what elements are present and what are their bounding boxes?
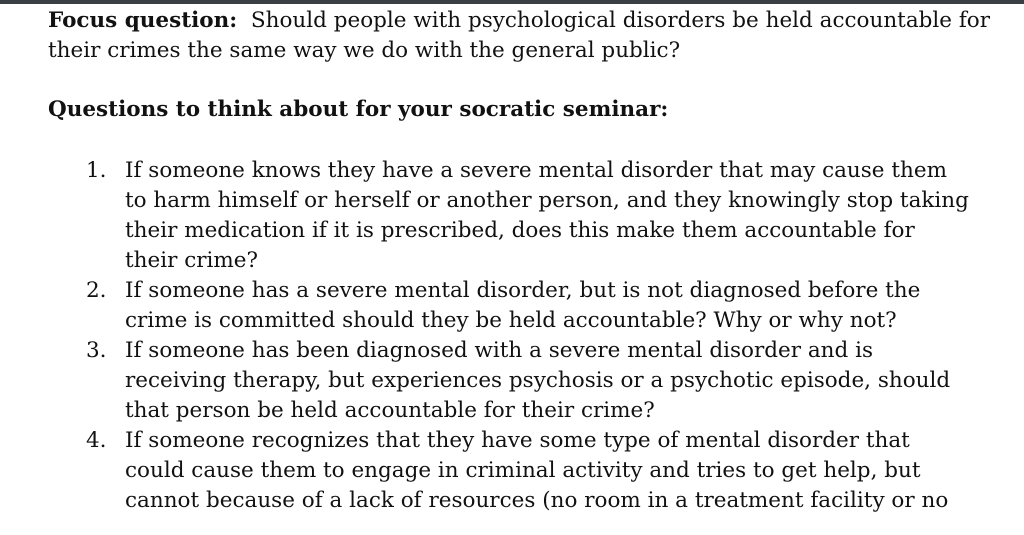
question-text: If someone has been diagnosed with a severe mental disorder and is receiving therapy, but experiences psychosis or a psychotic episode, should that person be held accountable for their crime? — [125, 338, 951, 423]
focus-question-label: Focus question: — [48, 8, 238, 33]
questions-heading: Questions to think about for your socratic seminar: — [48, 97, 669, 122]
question-item-3 — [0, 336, 970, 426]
question-text: If someone has a severe mental disorder, but is not diagnosed before the crime is committed should they be held accountable? Why or why not? — [125, 278, 921, 333]
question-text: If someone knows they have a severe mental disorder that may cause them to harm himself or herself or another person, and they knowingly stop taking their medication if it is prescribed, does this make them accountable for their crime? — [125, 158, 969, 273]
focus-question-text: Should people with psychological disorders be held accountable for their crimes the same way we do with the general public? — [48, 8, 991, 63]
question-item-4 — [0, 426, 970, 516]
focus-question — [48, 6, 998, 66]
question-item-2 — [0, 276, 970, 336]
question-number: 1. — [86, 158, 107, 183]
question-number: 3. — [86, 338, 107, 363]
question-number: 2. — [86, 278, 107, 303]
question-text: If someone recognizes that they have some type of mental disorder that could cause them to engage in criminal activity and tries to get help, but cannot because of a lack of resources (no room in a treatment facility or no — [125, 428, 949, 513]
question-number: 4. — [86, 428, 107, 453]
question-item-1 — [0, 156, 970, 276]
question-list — [0, 156, 1024, 516]
